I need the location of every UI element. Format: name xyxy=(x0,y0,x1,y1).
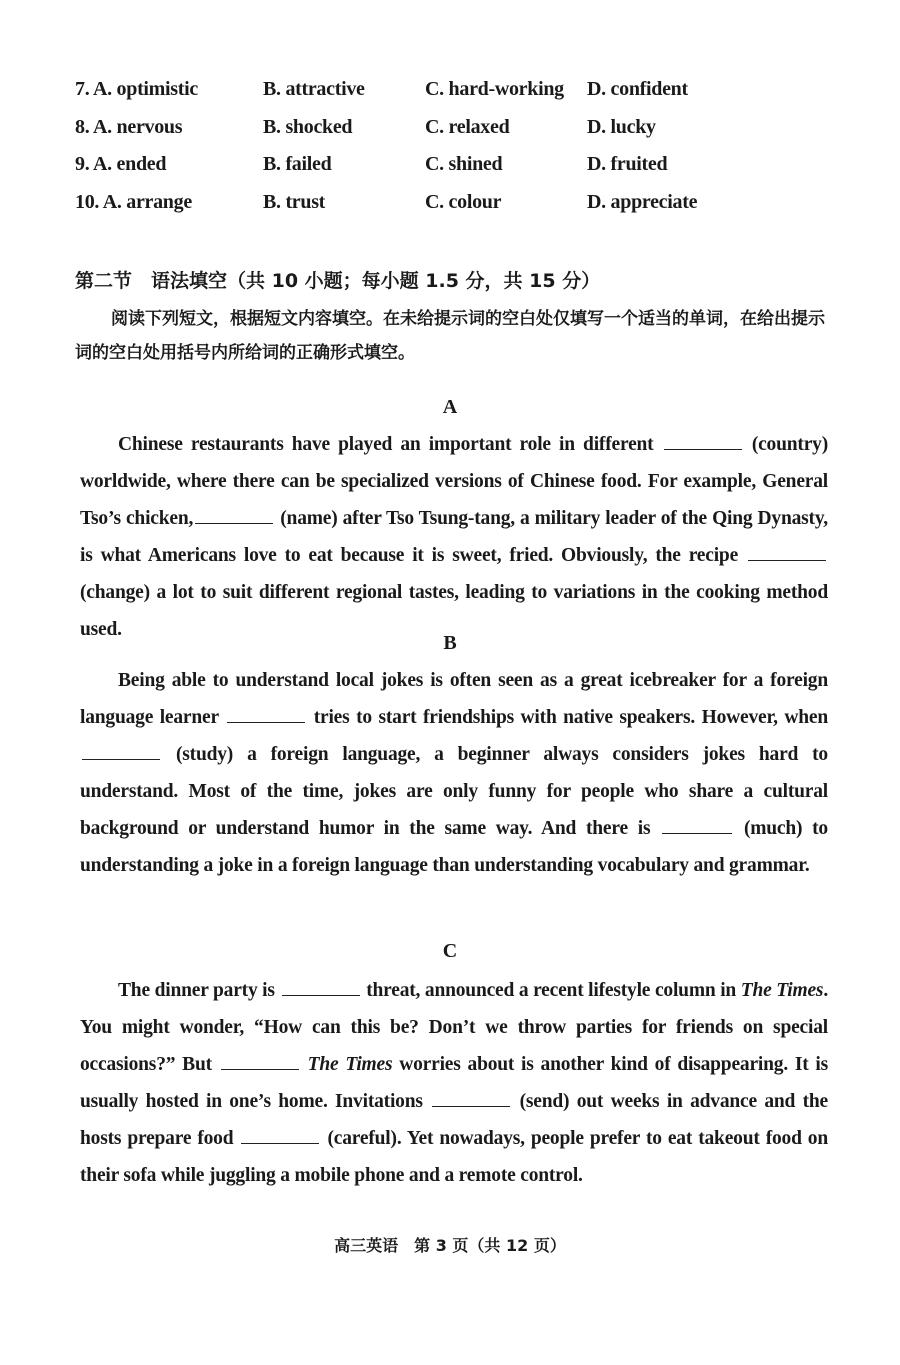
answer-blank[interactable] xyxy=(282,977,360,996)
answer-blank[interactable] xyxy=(195,505,273,524)
option-c: C. hard-working xyxy=(425,78,564,100)
option-d: D. fruited xyxy=(587,153,668,175)
passage-c xyxy=(80,972,828,1194)
passage-text: a lot to suit different regional tastes, leading to variations in the cooking method used. xyxy=(80,582,828,640)
passage-text: after Tso Tsung-tang, a military leader of the Qing Dynasty, is what Americans love to eat because it is sweet, fried. Obviously, the recipe xyxy=(80,508,828,566)
option-c: C. shined xyxy=(425,153,503,175)
options-list xyxy=(75,78,835,228)
passage-text: Being able to understand local jokes is often seen as a great icebreaker for a foreign language learner xyxy=(80,670,828,728)
passage-text: . You might wonder, “How can this be? Don’t we throw parties for friends on special occasions?” But xyxy=(80,980,828,1075)
page-footer: 高三英语 第 3 页（共 12 页） xyxy=(334,1236,566,1255)
option-c: C. relaxed xyxy=(425,115,510,138)
passage-text: The dinner party is xyxy=(118,980,275,1001)
option-b: B. shocked xyxy=(263,115,353,138)
option-row xyxy=(75,191,835,229)
option-b: B. failed xyxy=(263,153,332,175)
option-d: D. lucky xyxy=(587,115,656,138)
passage-text: . Yet nowadays, people prefer to eat takeout food on their sofa while juggling a mobile phone and a remote control. xyxy=(80,1128,828,1186)
passage-b xyxy=(80,662,828,884)
option-row xyxy=(75,78,835,116)
passage-c-title: C xyxy=(442,940,458,962)
passage-text: worldwide, where there can be specialized versions of Chinese food. For example, General Tso’s chicken, xyxy=(80,471,828,529)
option-a: 9. A. ended xyxy=(75,153,167,175)
answer-blank[interactable] xyxy=(221,1051,299,1070)
answer-blank[interactable] xyxy=(227,704,305,723)
answer-blank[interactable] xyxy=(748,542,826,561)
passage-text: out weeks in advance and the hosts prepare food xyxy=(80,1091,828,1149)
section-instructions: 阅读下列短文，根据短文内容填空。在未给提示词的空白处仅填写一个适当的单词，在给出提示词的空白处用括号内所给词的正确形式填空。 xyxy=(75,309,825,363)
hint-word: (much) xyxy=(743,818,803,839)
passage-a-title: A xyxy=(442,396,458,418)
hint-word: (country) xyxy=(751,434,828,455)
option-a: 7. A. optimistic xyxy=(75,78,198,100)
passage-text: Chinese restaurants have played an important role in different xyxy=(118,434,654,455)
answer-blank[interactable] xyxy=(664,431,742,450)
answer-blank[interactable] xyxy=(241,1125,319,1144)
passage-text: tries to start friendships with native speakers. However, when xyxy=(313,707,828,728)
option-row xyxy=(75,116,835,154)
hint-word: (change) xyxy=(80,582,150,603)
newspaper-name: The Times xyxy=(740,980,824,1001)
passage-text: threat, announced a recent lifestyle column in xyxy=(366,980,737,1001)
option-c: C. colour xyxy=(425,190,502,213)
hint-word: (careful) xyxy=(327,1128,397,1149)
answer-blank[interactable] xyxy=(662,815,732,834)
passage-a xyxy=(80,426,828,648)
hint-word: (name) xyxy=(280,508,338,529)
hint-word: (study) xyxy=(175,744,234,765)
passage-b-title: B xyxy=(443,632,457,654)
option-a: 10. A. arrange xyxy=(75,190,192,213)
option-b: B. attractive xyxy=(263,78,365,100)
answer-blank[interactable] xyxy=(432,1088,510,1107)
answer-blank[interactable] xyxy=(82,741,160,760)
newspaper-name: The Times xyxy=(307,1054,393,1075)
option-d: D. confident xyxy=(587,78,688,100)
hint-word: (send) xyxy=(519,1091,570,1112)
section-heading: 第二节 语法填空（共 10 小题；每小题 1.5 分，共 15 分） xyxy=(75,270,601,292)
option-row xyxy=(75,153,835,191)
option-a: 8. A. nervous xyxy=(75,115,183,138)
passage-text: a foreign language, a beginner always considers jokes hard to understand. Most of the time, jokes are only funny for people who share a cultural background or understand humor in the same way. And there is xyxy=(80,744,828,839)
option-d: D. appreciate xyxy=(587,190,698,213)
passage-text: worries about is another kind of disappearing. It is usually hosted in one’s home. Invitations xyxy=(80,1054,828,1112)
option-b: B. trust xyxy=(263,190,326,213)
passage-text: to understanding a joke in a foreign language than understanding vocabulary and grammar. xyxy=(80,818,828,876)
